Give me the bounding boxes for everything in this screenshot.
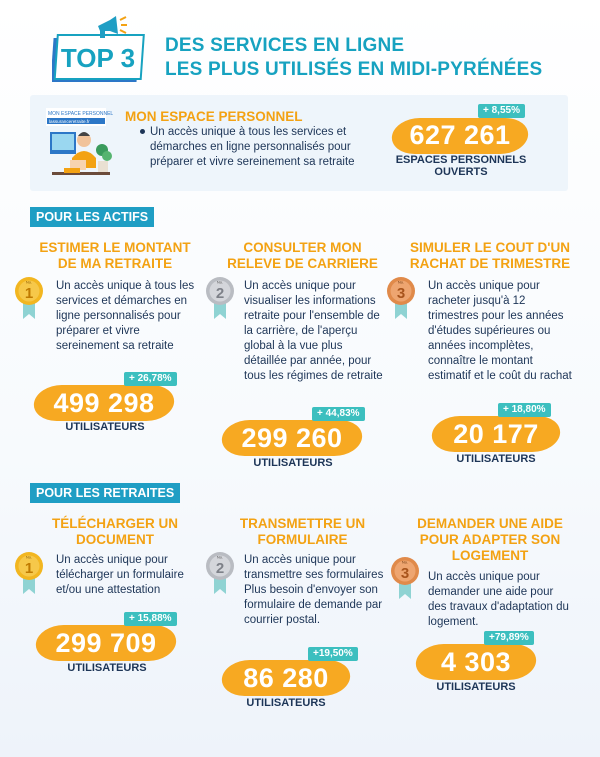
actifs-3-stat: 20 177 xyxy=(453,419,539,449)
actifs-3-unit: UTILISATEURS xyxy=(456,453,536,465)
actifs-3-description: Un accès unique pour racheter jusqu'à 12 trimestres pour les années d'études supérieures ou années incomplètes, connaître le montant estimatif et le coût du rachat xyxy=(428,280,572,382)
retraites-1-stat: 299 709 xyxy=(55,628,157,658)
retraites-1-description: Un accès unique pour télécharger un formulaire et/ou une attestation xyxy=(56,554,184,596)
espace-title: MON ESPACE PERSONNEL xyxy=(125,109,303,124)
retraites-3-description: Un accès unique pour demander une aide pour des travaux d'adaptation du logement. xyxy=(428,571,569,628)
medal-rank: 2 xyxy=(215,560,225,577)
actifs-2-unit: UTILISATEURS xyxy=(253,457,333,469)
actifs-2-growth-badge: + 44,83% xyxy=(312,407,365,421)
retraites-3-growth-badge: +79,89% xyxy=(484,631,534,645)
espace-unit-line-2: OUVERTS xyxy=(434,166,488,178)
top3-text: TOP 3 xyxy=(60,43,136,73)
retraites-2-description: Un accès unique pour transmettre ses formulaires Plus besoin d'envoyer son formulaire de demande par courrier postal. xyxy=(244,554,384,626)
title-line-2: LES PLUS UTILISÉS EN MIDI-PYRÉNÉES xyxy=(165,59,543,80)
retraites-3-title-line-1: DEMANDER UNE AIDE xyxy=(417,516,563,531)
actifs-2-title-line-2: RELEVE DE CARRIERE xyxy=(227,256,378,271)
actifs-1-description: Un accès unique à tous les services et démarches en ligne personnalisés pour préparer et vivre sereinement sa retraite xyxy=(56,280,195,352)
actifs-1-growth-badge: + 26,78% xyxy=(124,372,177,386)
screen-text-2: lassuranceretraite.fr xyxy=(49,119,90,124)
actifs-2-title-line-1: CONSULTER MON xyxy=(243,240,362,255)
actifs-1-title-line-1: ESTIMER LE MONTANT xyxy=(39,240,191,255)
retraites-2-stat: 86 280 xyxy=(243,663,329,693)
medal-no: No. xyxy=(25,279,33,285)
retraites-1-title-line-1: TÉLÉCHARGER UN xyxy=(51,516,178,531)
retraites-3-stat: 4 303 xyxy=(440,647,512,677)
screen-text-1: MON ESPACE PERSONNEL xyxy=(48,111,114,117)
retraites-1-growth-badge: + 15,88% xyxy=(124,612,177,626)
medal-rank: 1 xyxy=(24,285,34,302)
medal-no: No. xyxy=(401,559,409,565)
retraites-2-growth-badge: +19,50% xyxy=(308,647,358,661)
actifs-3-title-line-2: RACHAT DE TRIMESTRE xyxy=(409,256,571,271)
actifs-1-title-line-2: DE MA RETRAITE xyxy=(57,256,173,271)
actifs-1-unit: UTILISATEURS xyxy=(65,421,145,433)
medal-no: No. xyxy=(25,554,33,560)
medal-rank: 1 xyxy=(24,560,34,577)
medal-silver-icon xyxy=(205,275,235,321)
medal-no: No. xyxy=(397,279,405,285)
retraites-3-unit: UTILISATEURS xyxy=(436,681,516,693)
section-label-retraites: POUR LES RETRAITES xyxy=(30,483,180,503)
actifs-3-title-line-1: SIMULER LE COUT D'UN xyxy=(410,240,570,255)
medal-no: No. xyxy=(216,279,224,285)
medal-rank: 3 xyxy=(396,285,406,302)
medal-gold-icon xyxy=(14,550,44,596)
actifs-2-stat: 299 260 xyxy=(241,423,343,453)
medal-gold-icon xyxy=(14,275,44,321)
title-line-1: DES SERVICES EN LIGNE xyxy=(165,35,405,56)
medal-no: No. xyxy=(216,554,224,560)
retraites-2-title-line-1: TRANSMETTRE UN xyxy=(239,516,366,531)
medal-rank: 3 xyxy=(400,565,410,582)
espace-stat: 627 261 xyxy=(409,120,511,150)
medal-bronze-icon xyxy=(390,555,420,601)
espace-growth-badge: + 8,55% xyxy=(478,104,525,118)
espace-description: Un accès unique à tous les services et démarches en ligne personnalisés pour préparer et vivre sereinement sa retraite xyxy=(150,126,355,168)
actifs-1-stat: 499 298 xyxy=(53,388,155,418)
retraites-1-title-line-2: DOCUMENT xyxy=(76,532,154,547)
person-at-computer-illustration xyxy=(44,106,116,186)
medal-rank: 2 xyxy=(215,285,225,302)
actifs-3-growth-badge: + 18,80% xyxy=(498,403,551,417)
bullet-dot xyxy=(140,129,145,134)
espace-unit-line-1: ESPACES PERSONNELS xyxy=(395,154,527,166)
medal-bronze-icon xyxy=(386,275,416,321)
retraites-2-unit: UTILISATEURS xyxy=(246,697,326,709)
megaphone-icon xyxy=(94,12,128,42)
retraites-2-title-line-2: FORMULAIRE xyxy=(257,532,348,547)
retraites-3-title-line-3: LOGEMENT xyxy=(451,548,529,563)
retraites-3-title-line-2: POUR ADAPTER SON xyxy=(419,532,561,547)
medal-silver-icon xyxy=(205,550,235,596)
retraites-1-unit: UTILISATEURS xyxy=(67,662,147,674)
actifs-2-description: Un accès unique pour visualiser les informations retraite pour l'ensemble de la carrière, de l'aperçu global à la vue plus détaillée par année, pour tous les régimes de retraite xyxy=(244,280,383,382)
section-label-actifs: POUR LES ACTIFS xyxy=(30,207,154,227)
